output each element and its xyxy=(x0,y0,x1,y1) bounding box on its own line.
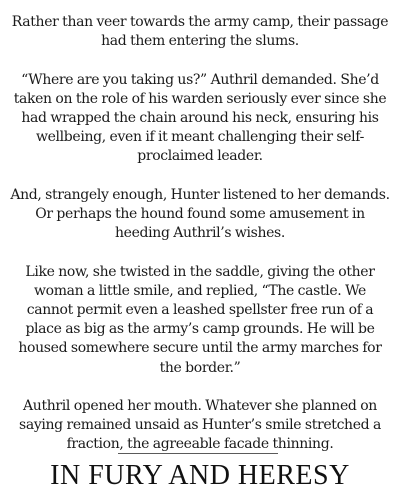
excerpt-paragraph-3: And, strangely enough, Hunter listened to her demands. Or perhaps the hound found some amusement in heeding Authril’s wishes. xyxy=(10,186,390,242)
title-divider xyxy=(118,453,278,454)
book-title: IN FURY AND HERESY xyxy=(50,460,350,491)
excerpt-paragraph-5: Authril opened her mouth. Whatever she planned on saying remained unsaid as Hunter’s smile stretched a fraction, the agreeable facade thinning. xyxy=(19,398,381,453)
excerpt-paragraph-1: Rather than veer towards the army camp, their passage had them entering the slums. xyxy=(11,14,389,50)
excerpt-paragraph-4: Like now, she twisted in the saddle, giving the other woman a little smile, and replied, “The castle. We cannot permit even a leashed spellster free run of a place as big as the army’s camp grounds. He will be housed somewhere secure until the army marches for the border.” xyxy=(18,263,382,376)
excerpt-paragraph-2: “Where are you taking us?” Authril demanded. She’d taken on the role of his warden seriously ever since she had wrapped the chain around his neck, ensuring his wellbeing, even if it meant challenging their self-proclaimed leader. xyxy=(13,71,387,165)
excerpt-text xyxy=(10,13,390,474)
